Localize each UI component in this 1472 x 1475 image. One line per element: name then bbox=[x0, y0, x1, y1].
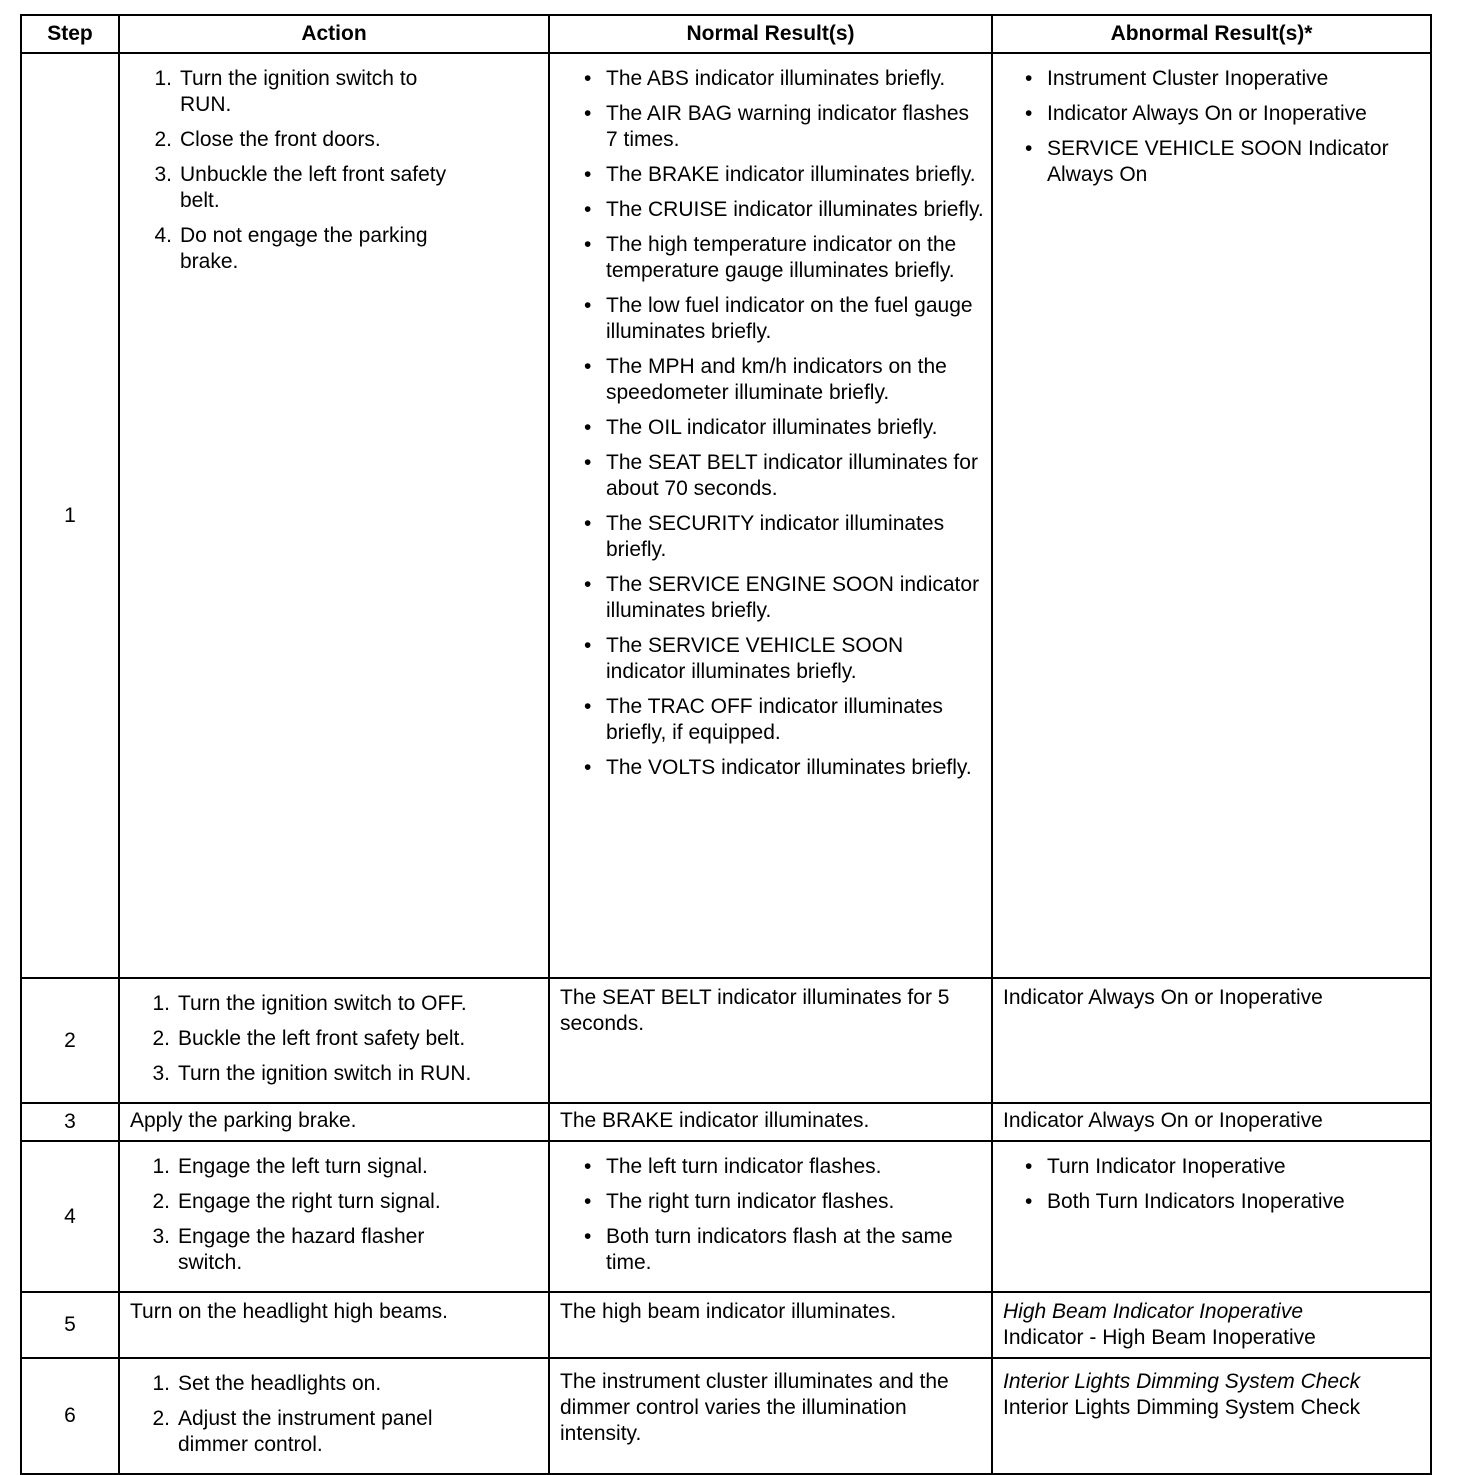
list-item: • The AIR BAG warning indicator flashes 7 times. bbox=[580, 101, 985, 153]
abnormal-results-cell bbox=[992, 978, 1431, 1103]
abnormal-results-cell bbox=[992, 1103, 1431, 1141]
list-item: • Turn Indicator Inoperative bbox=[1021, 1154, 1420, 1180]
abnormal-results-cell bbox=[992, 1358, 1431, 1474]
abnormal-result-block bbox=[993, 1359, 1430, 1427]
normal-result-text: The high beam indicator illuminates. bbox=[560, 1300, 897, 1323]
list-item bbox=[144, 66, 448, 118]
action-text: Turn the ignition switch to RUN. bbox=[180, 67, 418, 116]
normal-results-list bbox=[550, 54, 991, 796]
list-item: • The CRUISE indicator illuminates briefly. bbox=[580, 197, 985, 223]
normal-results-cell bbox=[549, 978, 992, 1103]
list-item: • The SERVICE VEHICLE SOON indicator illuminates briefly. bbox=[580, 633, 985, 685]
abnormal-result-link[interactable]: High Beam Indicator Inoperative bbox=[1003, 1300, 1303, 1323]
step-number: 2 bbox=[21, 978, 119, 1103]
action-text: Do not engage the parking brake. bbox=[180, 224, 428, 273]
diagnostic-table-page bbox=[20, 14, 1430, 1475]
table-row bbox=[21, 53, 1431, 978]
step-number: 4 bbox=[21, 1141, 119, 1292]
list-number: 3. bbox=[152, 1062, 170, 1085]
list-number: 1. bbox=[154, 67, 172, 90]
list-item: • The high temperature indicator on the temperature gauge illuminates briefly. bbox=[580, 232, 985, 284]
list-item: • The left turn indicator flashes. bbox=[580, 1154, 985, 1180]
normal-results-cell bbox=[549, 1358, 992, 1474]
diagnostic-table bbox=[20, 14, 1432, 1475]
list-item: • The SECURITY indicator illuminates briefly. bbox=[580, 511, 985, 563]
action-text: Apply the parking brake. bbox=[130, 1109, 357, 1132]
normal-result-text: The instrument cluster illuminates and the dimmer control varies the illumination intensity. bbox=[560, 1370, 949, 1445]
action-cell bbox=[119, 1103, 549, 1141]
abnormal-results-cell bbox=[992, 53, 1431, 978]
list-item: • The MPH and km/h indicators on the speedometer illuminate briefly. bbox=[580, 354, 985, 406]
list-item: • SERVICE VEHICLE SOON Indicator Always On bbox=[1021, 136, 1390, 188]
abnormal-result-text: Indicator Always On or Inoperative bbox=[1003, 986, 1323, 1009]
list-item: • The VOLTS indicator illuminates briefly. bbox=[580, 755, 985, 781]
action-text: Adjust the instrument panel dimmer control. bbox=[178, 1407, 433, 1456]
abnormal-results-list bbox=[993, 54, 1430, 203]
normal-results-cell bbox=[549, 1103, 992, 1141]
list-item: • Indicator Always On or Inoperative bbox=[1021, 101, 1390, 127]
abnormal-result-text: Interior Lights Dimming System Check bbox=[1003, 1396, 1361, 1419]
list-number: 1. bbox=[152, 1155, 170, 1178]
list-item: • The SERVICE ENGINE SOON indicator illuminates briefly. bbox=[580, 572, 985, 624]
list-item bbox=[142, 991, 538, 1017]
action-text: Buckle the left front safety belt. bbox=[178, 1027, 466, 1050]
list-item bbox=[142, 1154, 488, 1180]
action-text: Turn on the headlight high beams. bbox=[130, 1300, 448, 1323]
normal-results-cell bbox=[549, 53, 992, 978]
action-text: Close the front doors. bbox=[180, 128, 381, 151]
list-item: • The SEAT BELT indicator illuminates for about 70 seconds. bbox=[580, 450, 985, 502]
table-row bbox=[21, 1141, 1431, 1292]
step-number: 6 bbox=[21, 1358, 119, 1474]
action-text: Turn the ignition switch to OFF. bbox=[178, 992, 467, 1015]
list-number: 2. bbox=[152, 1190, 170, 1213]
list-number: 3. bbox=[154, 163, 172, 186]
list-number: 2. bbox=[152, 1407, 170, 1430]
normal-result-text: The BRAKE indicator illuminates. bbox=[560, 1109, 870, 1132]
normal-result-text: The SEAT BELT indicator illuminates for 5 seconds. bbox=[560, 986, 950, 1035]
list-item bbox=[142, 1026, 538, 1052]
abnormal-results-cell bbox=[992, 1141, 1431, 1292]
action-text: Engage the right turn signal. bbox=[178, 1190, 441, 1213]
action-cell bbox=[119, 1358, 549, 1474]
list-item: • Both turn indicators flash at the same time. bbox=[580, 1224, 985, 1276]
header-action: Action bbox=[119, 15, 549, 53]
list-item: • The OIL indicator illuminates briefly. bbox=[580, 415, 985, 441]
action-list bbox=[120, 1142, 548, 1291]
header-step: Step bbox=[21, 15, 119, 53]
step-number: 1 bbox=[21, 53, 119, 978]
list-number: 4. bbox=[154, 224, 172, 247]
list-item bbox=[142, 1371, 468, 1397]
abnormal-result-link[interactable]: Interior Lights Dimming System Check bbox=[1003, 1370, 1361, 1393]
action-cell bbox=[119, 978, 549, 1103]
action-text: Set the headlights on. bbox=[178, 1372, 382, 1395]
list-item: • The TRAC OFF indicator illuminates briefly, if equipped. bbox=[580, 694, 985, 746]
action-text: Engage the left turn signal. bbox=[178, 1155, 428, 1178]
step-number: 3 bbox=[21, 1103, 119, 1141]
list-number: 2. bbox=[154, 128, 172, 151]
list-item bbox=[142, 1406, 468, 1458]
table-row bbox=[21, 1103, 1431, 1141]
normal-results-cell bbox=[549, 1292, 992, 1358]
action-list bbox=[120, 1359, 548, 1473]
step-number: 5 bbox=[21, 1292, 119, 1358]
header-abnormal-results: Abnormal Result(s)* bbox=[992, 15, 1431, 53]
abnormal-result-text: Indicator Always On or Inoperative bbox=[1003, 1109, 1323, 1132]
action-list bbox=[120, 979, 548, 1102]
abnormal-result-text: Indicator - High Beam Inoperative bbox=[1003, 1326, 1316, 1349]
normal-results-list bbox=[550, 1142, 991, 1291]
action-cell bbox=[119, 53, 549, 978]
list-number: 2. bbox=[152, 1027, 170, 1050]
abnormal-results-list bbox=[993, 1142, 1430, 1230]
list-number: 1. bbox=[152, 1372, 170, 1395]
list-item bbox=[144, 127, 448, 153]
list-item bbox=[144, 223, 448, 275]
list-item bbox=[142, 1061, 538, 1087]
list-item bbox=[142, 1224, 488, 1276]
list-number: 1. bbox=[152, 992, 170, 1015]
list-number: 3. bbox=[152, 1225, 170, 1248]
action-text: Engage the hazard flasher switch. bbox=[178, 1225, 425, 1274]
list-item bbox=[144, 162, 448, 214]
table-row bbox=[21, 978, 1431, 1103]
table-row bbox=[21, 1292, 1431, 1358]
list-item: • Both Turn Indicators Inoperative bbox=[1021, 1189, 1420, 1215]
list-item: • The ABS indicator illuminates briefly. bbox=[580, 66, 985, 92]
action-text: Unbuckle the left front safety belt. bbox=[180, 163, 447, 212]
abnormal-results-cell bbox=[992, 1292, 1431, 1358]
header-row bbox=[21, 15, 1431, 53]
table-row bbox=[21, 1358, 1431, 1474]
list-item: • The BRAKE indicator illuminates briefly. bbox=[580, 162, 985, 188]
action-cell bbox=[119, 1141, 549, 1292]
action-list bbox=[120, 54, 548, 290]
header-normal-results: Normal Result(s) bbox=[549, 15, 992, 53]
list-item: • The low fuel indicator on the fuel gauge illuminates briefly. bbox=[580, 293, 985, 345]
normal-results-cell bbox=[549, 1141, 992, 1292]
action-text: Turn the ignition switch in RUN. bbox=[178, 1062, 472, 1085]
list-item: • The right turn indicator flashes. bbox=[580, 1189, 985, 1215]
action-cell bbox=[119, 1292, 549, 1358]
abnormal-result-block bbox=[993, 1293, 1430, 1357]
list-item: • Instrument Cluster Inoperative bbox=[1021, 66, 1390, 92]
list-item bbox=[142, 1189, 488, 1215]
